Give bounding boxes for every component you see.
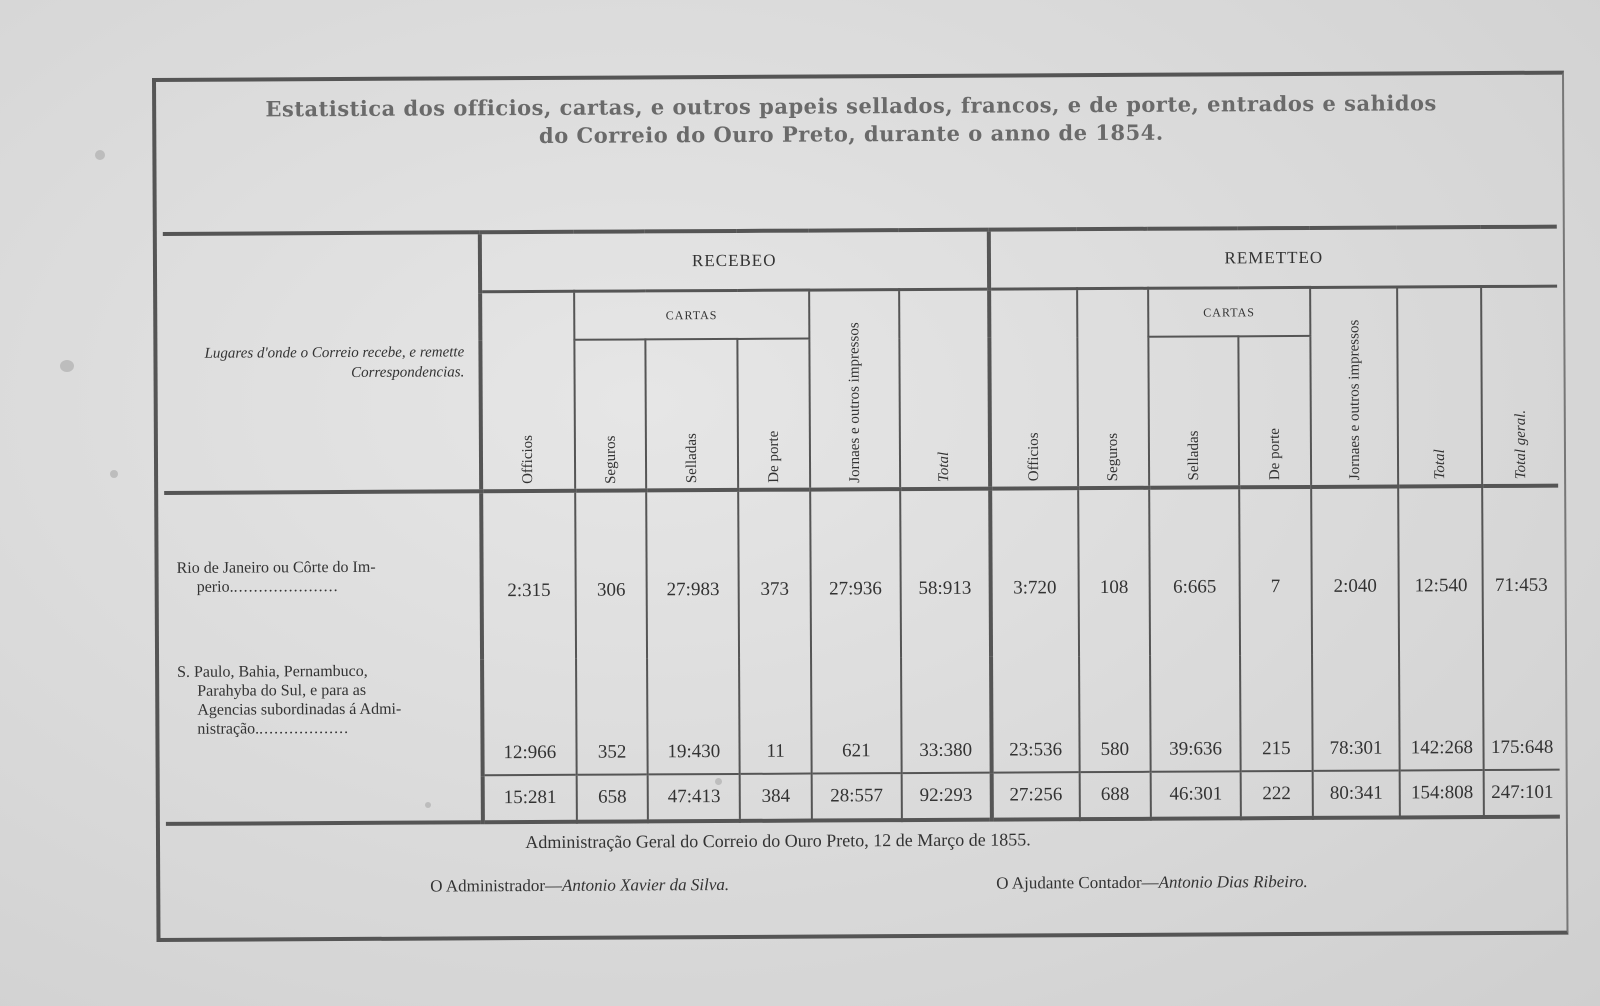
places-column-header: Lugares d'onde o Correio recebe, e remette Correspondencias.: [163, 234, 481, 493]
value-cell: 373: [738, 490, 810, 658]
statistics-table: [163, 225, 1560, 826]
total-cell: 80:341: [1312, 770, 1400, 817]
value-cell: 7: [1239, 487, 1311, 655]
footer-place-date: Administração Geral do Correio do Ouro Preto, 12 de Março de 1855.: [525, 829, 1031, 853]
document-title: [236, 89, 1466, 151]
place-cell: Rio de Janeiro ou Côrte do Im- perio......................: [176, 558, 376, 596]
total-cell: 222: [1241, 771, 1313, 818]
table-row: [164, 486, 1559, 661]
contador-name: Antonio Dias Ribeiro.: [1158, 871, 1308, 892]
value-cell: 33:380: [901, 657, 992, 773]
value-cell: 6:665: [1149, 487, 1240, 655]
value-cell: 39:636: [1150, 655, 1241, 771]
title-line-1: Estatistica dos officios, cartas, e outros papeis sellados, francos, e de porte, entrados e sahidos: [265, 90, 1437, 122]
value-cell: 27:983: [647, 490, 740, 658]
ink-speck: [60, 360, 74, 372]
place-cell: S. Paulo, Bahia, Pernambuco, Parahyba do Sul, e para as Agencias subordinadas á Admi- nistração...................: [177, 662, 402, 738]
value-cell: 19:430: [647, 658, 740, 774]
title-line-2: do Correio do Ouro Preto, durante o anno de 1854.: [538, 119, 1164, 148]
ink-speck: [95, 150, 105, 160]
value-cell: 12:540: [1399, 486, 1484, 654]
value-cell: 12:966: [482, 659, 577, 775]
value-cell: 11: [739, 658, 811, 774]
value-cell: 215: [1240, 655, 1312, 771]
ink-speck: [110, 470, 118, 478]
rec-total-header: Total: [899, 289, 990, 489]
total-cell: 688: [1079, 772, 1151, 819]
contador-signature: [996, 872, 1308, 894]
administrador-label: O Administrador—: [430, 875, 563, 896]
total-cell: 154:808: [1400, 770, 1484, 817]
value-cell: 3:720: [990, 488, 1079, 656]
value-cell: 580: [1079, 656, 1151, 772]
value-cell: 27:936: [810, 489, 901, 657]
value-cell: 23:536: [991, 656, 1079, 772]
rem-total-header: Total: [1398, 287, 1483, 487]
totals-label-cell: [166, 775, 483, 824]
rem-officios-header: Officios: [989, 289, 1078, 489]
value-cell: 175:648: [1483, 654, 1559, 770]
value-cell: 306: [575, 490, 647, 658]
total-cell: 658: [576, 774, 648, 821]
administrador-name: Antonio Xavier da Silva.: [561, 874, 730, 895]
total-cell: 247:101: [1484, 770, 1560, 817]
document-frame: [152, 71, 1569, 942]
value-cell: 71:453: [1482, 486, 1559, 654]
rec-selladas-header: Selladas: [646, 339, 739, 490]
rem-seguros-header: Seguros: [1077, 288, 1150, 488]
rec-officios-header: Officios: [480, 291, 575, 491]
value-cell: 142:268: [1400, 654, 1484, 770]
remetteo-header: REMETTEO: [989, 229, 1558, 289]
total-cell: 28:557: [812, 773, 902, 820]
rem-cartas-header: CARTAS: [1148, 287, 1310, 336]
total-cell: 384: [740, 774, 812, 821]
value-cell: 108: [1078, 488, 1150, 656]
recebeo-header: RECEBEO: [480, 232, 989, 292]
value-cell: 58:913: [900, 489, 991, 657]
value-cell: 2:040: [1311, 486, 1400, 654]
total-cell: 46:301: [1151, 771, 1241, 818]
rec-cartas-header: CARTAS: [574, 290, 809, 340]
rec-jornaes-header: Jornaes e outros impressos: [809, 290, 900, 490]
value-cell: 78:301: [1312, 654, 1400, 770]
rem-jornaes-header: Jornaes e outros impressos: [1310, 287, 1399, 487]
value-cell: 352: [576, 658, 648, 774]
total-cell: 47:413: [648, 774, 740, 821]
contador-label: O Ajudante Contador—: [996, 872, 1159, 893]
value-cell: 621: [811, 657, 902, 773]
rec-de-porte-header: De porte: [738, 339, 810, 490]
total-cell: 92:293: [901, 773, 991, 820]
rem-de-porte-header: De porte: [1238, 336, 1310, 487]
administrador-signature: [430, 875, 729, 897]
rem-selladas-header: Selladas: [1148, 336, 1239, 487]
total-geral-header: Total geral.: [1481, 286, 1558, 486]
rec-seguros-header: Seguros: [574, 339, 646, 490]
table-row: [165, 654, 1560, 777]
totals-row: [166, 770, 1560, 824]
total-cell: 15:281: [482, 775, 576, 822]
total-cell: 27:256: [991, 772, 1079, 819]
value-cell: 2:315: [481, 491, 576, 659]
